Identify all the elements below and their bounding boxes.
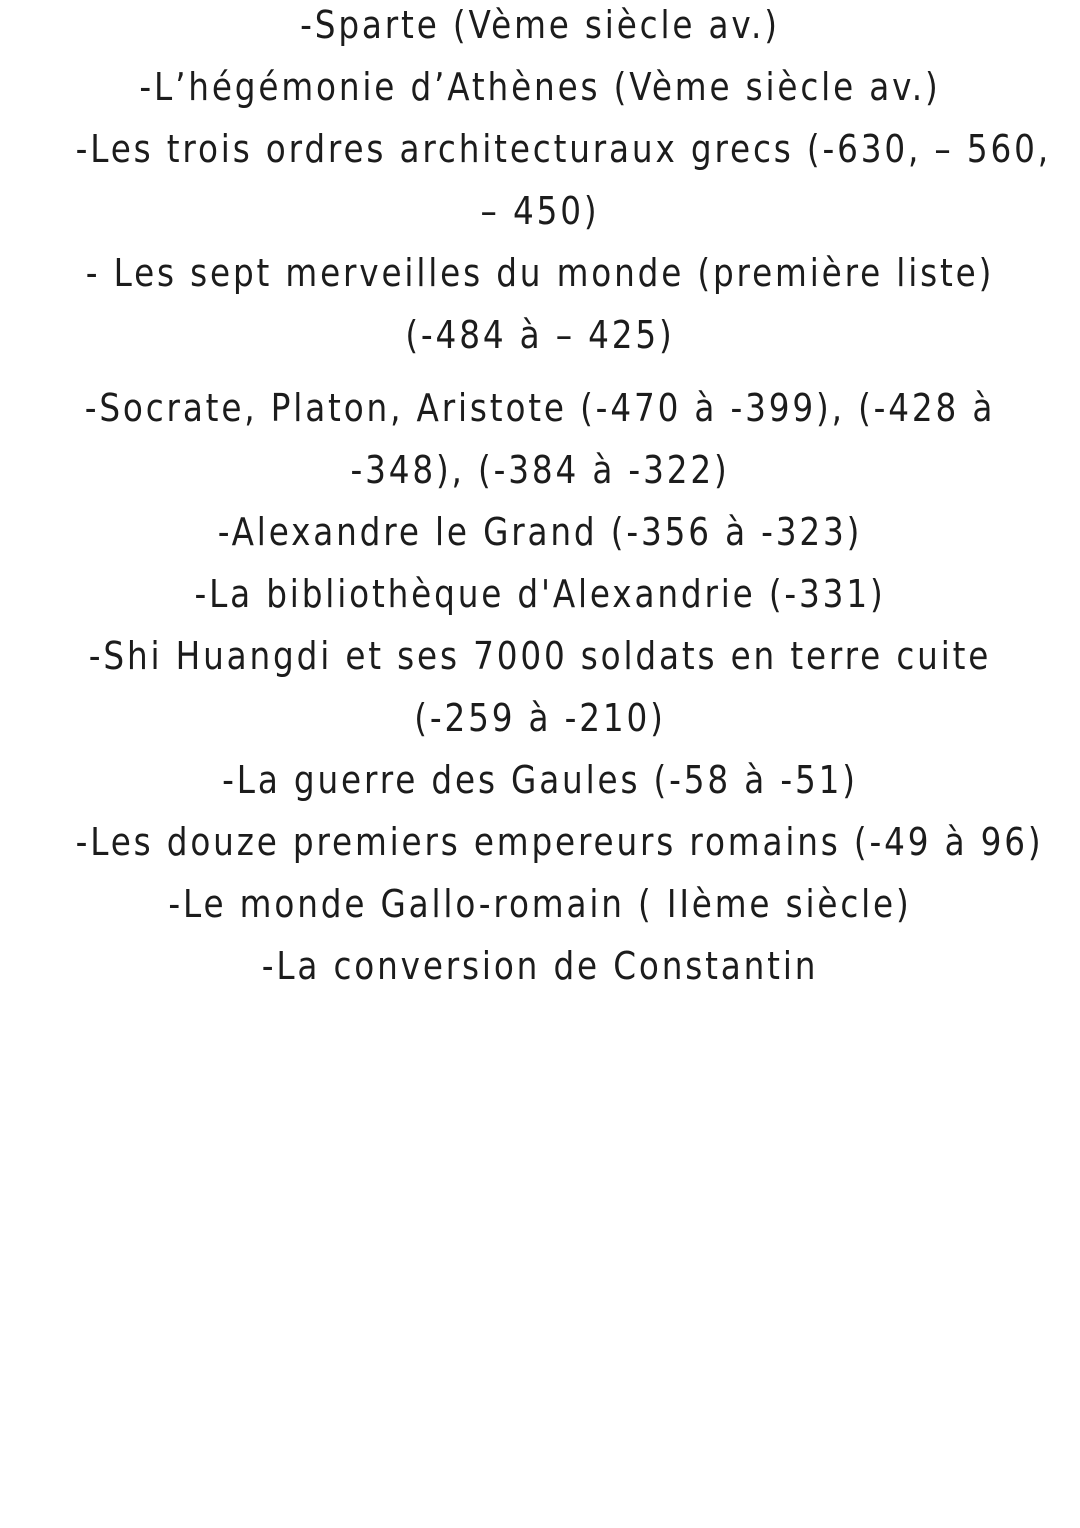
list-item-constantin bbox=[0, 935, 1080, 997]
entry-line-continuation: -348), (-384 à -322) bbox=[350, 448, 730, 492]
list-item-guerre-gaules bbox=[0, 749, 1080, 811]
list-item-gallo-romain bbox=[0, 873, 1080, 935]
list-item-sept-merveilles bbox=[0, 242, 1080, 366]
entry-line: -Socrate, Platon, Aristote (-470 à -399), (-428 à bbox=[84, 386, 996, 430]
list-item-empereurs bbox=[0, 811, 1080, 873]
entry-line: - Les sept merveilles du monde (première liste) bbox=[85, 251, 995, 295]
entry-line-continuation: (-259 à -210) bbox=[414, 696, 666, 740]
list-item-philosophes bbox=[0, 377, 1080, 501]
entry-line-continuation: (-484 à – 425) bbox=[405, 313, 675, 357]
entry-line: -La guerre des Gaules (-58 à -51) bbox=[222, 758, 858, 802]
entry-line: -Shi Huangdi et ses 7000 soldats en terre cuite bbox=[88, 634, 992, 678]
entry-line: -Le monde Gallo-romain ( IIème siècle) bbox=[168, 882, 912, 926]
list-item-bibliotheque bbox=[0, 563, 1080, 625]
entry-line-continuation: – 450) bbox=[480, 189, 600, 233]
entry-line: -Sparte (Vème siècle av.) bbox=[300, 3, 780, 47]
list-item-ordres-architecturaux bbox=[0, 118, 1080, 242]
list-item-sparte bbox=[0, 0, 1080, 56]
entry-line: -Alexandre le Grand (-356 à -323) bbox=[217, 510, 863, 554]
entry-line: -Les trois ordres architecturaux grecs (-630, – 560, bbox=[75, 127, 1051, 171]
entry-line: -La conversion de Constantin bbox=[261, 944, 819, 988]
list-item-shi-huangdi bbox=[0, 625, 1080, 749]
entry-line: -L’hégémonie d’Athènes (Vème siècle av.) bbox=[139, 65, 941, 109]
entry-line: -La bibliothèque d'Alexandrie (-331) bbox=[194, 572, 886, 616]
entry-line: -Les douze premiers empereurs romains (-49 à 96) bbox=[75, 820, 1044, 864]
list-item-alexandre bbox=[0, 501, 1080, 563]
list-item-athenes bbox=[0, 56, 1080, 118]
